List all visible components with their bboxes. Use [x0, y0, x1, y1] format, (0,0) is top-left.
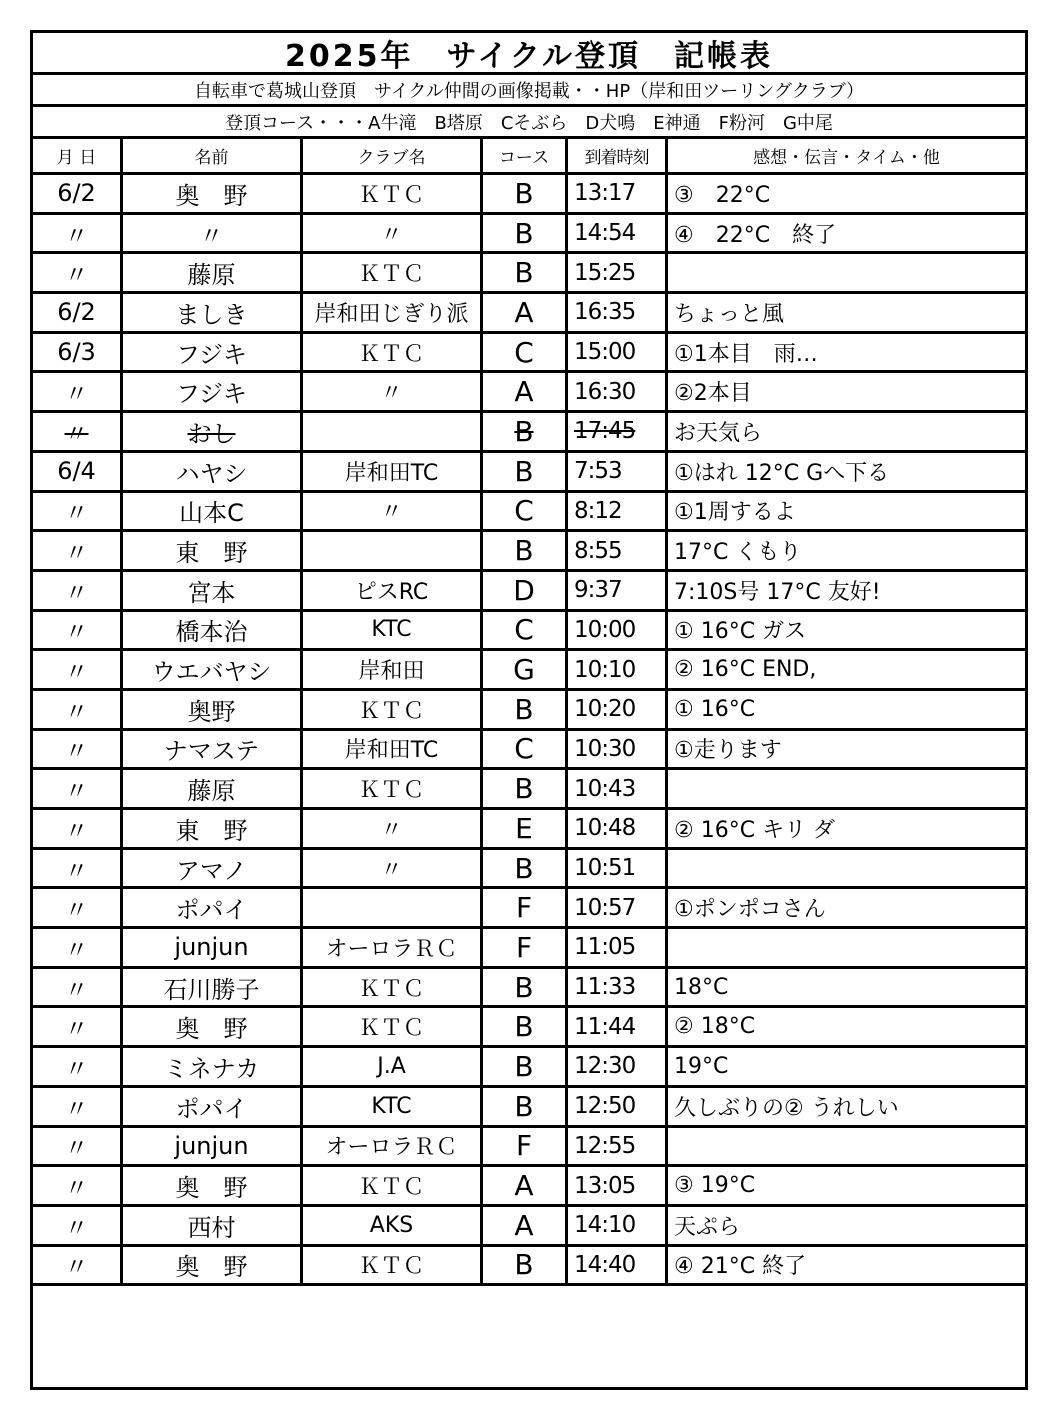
- cell-date: 〃: [33, 651, 123, 688]
- cell-name: ましき: [123, 294, 303, 331]
- cell-name: 東 野: [123, 810, 303, 847]
- cell-time: 10:48: [568, 810, 668, 847]
- cell-name: ミネナカ: [123, 1048, 303, 1085]
- cell-time: 15:00: [568, 334, 668, 371]
- cell-course: B: [483, 532, 568, 569]
- cell-date: 〃: [33, 215, 123, 252]
- cell-name: junjun: [123, 929, 303, 966]
- cell-club: 岸和田じぎり派: [303, 294, 483, 331]
- cell-note: ①1本目 雨…: [674, 341, 818, 367]
- table-row: [33, 294, 1025, 334]
- table-row: [33, 373, 1025, 413]
- cell-time: 12:30: [568, 1048, 668, 1085]
- cell-club: 岸和田: [303, 651, 483, 688]
- cell-name: 奥 野: [123, 175, 303, 212]
- cell-date: 〃: [33, 532, 123, 569]
- cell-course: B: [483, 1088, 568, 1125]
- cell-date: 〃: [33, 254, 123, 291]
- cell-course: B: [483, 691, 568, 728]
- cell-club: 岸和田TC: [303, 453, 483, 490]
- cell-course: B: [483, 969, 568, 1006]
- cell-date: 〃: [33, 1167, 123, 1204]
- cell-note: ① 16°C: [674, 696, 756, 722]
- cell-time: 8:12: [568, 493, 668, 530]
- cell-club: ＫＴＣ: [303, 1247, 483, 1284]
- cell-note: ② 16°C キリ ダ: [674, 817, 836, 843]
- table-row: [33, 1247, 1025, 1287]
- cell-date: 〃: [33, 612, 123, 649]
- cell-time: 14:54: [568, 215, 668, 252]
- cell-date: 6/3: [33, 334, 123, 371]
- table-row: [33, 1207, 1025, 1247]
- cell-course: D: [483, 572, 568, 609]
- cell-name: ナマステ: [123, 731, 303, 768]
- cell-name: フジキ: [123, 334, 303, 371]
- cell-club: 〃: [303, 215, 483, 252]
- cell-date: 〃: [33, 770, 123, 807]
- cell-name: 藤原: [123, 254, 303, 291]
- cell-note: ② 18°C: [674, 1014, 756, 1040]
- table-row: [33, 532, 1025, 572]
- cell-time: 13:17: [568, 175, 668, 212]
- table-row: [33, 413, 1025, 453]
- cell-note: ② 16°C END,: [674, 657, 817, 683]
- cell-club: 岸和田TC: [303, 731, 483, 768]
- cell-course: B: [483, 453, 568, 490]
- cell-course: A: [483, 373, 568, 410]
- col-header-course: コース: [483, 139, 568, 172]
- table-row: [33, 572, 1025, 612]
- cell-date: 〃: [33, 1128, 123, 1165]
- cell-note: 天ぷら: [674, 1214, 741, 1240]
- cell-course: A: [483, 1167, 568, 1204]
- table-row: [33, 731, 1025, 771]
- cell-time: 10:51: [568, 850, 668, 887]
- table-row: [33, 850, 1025, 890]
- cell-date: 〃: [33, 572, 123, 609]
- table-row: [33, 1167, 1025, 1207]
- cell-club: 〃: [303, 373, 483, 410]
- cell-name: 藤原: [123, 770, 303, 807]
- col-header-name: 名前: [123, 139, 303, 172]
- cell-course: B: [483, 1247, 568, 1284]
- cell-name: ハヤシ: [123, 453, 303, 490]
- table-row: [33, 1088, 1025, 1128]
- cell-time: 12:50: [568, 1088, 668, 1125]
- cell-time: 16:35: [568, 294, 668, 331]
- cell-date: 6/4: [33, 453, 123, 490]
- cell-note: ④ 22°C 終了: [674, 222, 837, 248]
- cell-date: 6/2: [33, 175, 123, 212]
- cell-time: 10:00: [568, 612, 668, 649]
- cell-club: AKS: [303, 1207, 483, 1244]
- cell-time: 15:25: [568, 254, 668, 291]
- cell-name: 奥 野: [123, 1247, 303, 1284]
- cell-date: 〃: [33, 889, 123, 926]
- cell-course: F: [483, 889, 568, 926]
- cell-note: 7:10S号 17°C 友好!: [674, 579, 881, 605]
- cell-note: ④ 21°C 終了: [674, 1254, 807, 1280]
- cell-course: C: [483, 334, 568, 371]
- cell-club: ＫＴＣ: [303, 334, 483, 371]
- sheet-subtitle: 自転車で葛城山登頂 サイクル仲間の画像掲載・・HP（岸和田ツーリングクラブ）: [33, 75, 1025, 107]
- cell-date: 〃: [33, 969, 123, 1006]
- cell-name: おし: [123, 413, 303, 450]
- cell-course: B: [483, 1048, 568, 1085]
- cell-note: ①ポンポコさん: [674, 897, 826, 923]
- table-row: [33, 770, 1025, 810]
- cell-note: 18°C: [674, 974, 729, 1000]
- cell-note: [668, 929, 1025, 966]
- cell-time: 13:05: [568, 1167, 668, 1204]
- table-row: [33, 1008, 1025, 1048]
- cell-club: ピスRC: [303, 572, 483, 609]
- cell-note: お天気ら: [674, 420, 763, 446]
- cell-club: KTC: [303, 612, 483, 649]
- cell-note: ①走ります: [674, 738, 782, 764]
- cell-time: 10:57: [568, 889, 668, 926]
- table-row: [33, 493, 1025, 533]
- cell-name: 奥 野: [123, 1008, 303, 1045]
- cell-note: ちょっと風: [674, 301, 785, 327]
- cell-note: [668, 850, 1025, 887]
- cell-note: ②2本目: [674, 381, 752, 407]
- cell-date: 6/2: [33, 294, 123, 331]
- cell-date: 〃: [33, 691, 123, 728]
- cell-date: 〃: [33, 493, 123, 530]
- cell-club: ＫＴＣ: [303, 691, 483, 728]
- table-row: [33, 215, 1025, 255]
- table-row: [33, 175, 1025, 215]
- cell-note: ③ 22°C: [674, 182, 771, 208]
- table-header-row: [33, 139, 1025, 175]
- cell-time: 14:10: [568, 1207, 668, 1244]
- cell-course: A: [483, 294, 568, 331]
- cell-name: 宮本: [123, 572, 303, 609]
- cell-name: ポパイ: [123, 889, 303, 926]
- cell-course: C: [483, 612, 568, 649]
- cell-date: 〃: [33, 810, 123, 847]
- sheet-title: 2025年 サイクル登頂 記帳表: [33, 33, 1025, 75]
- cell-note: 久しぶりの② うれしい: [674, 1095, 899, 1121]
- table-row: [33, 453, 1025, 493]
- cell-club: ＫＴＣ: [303, 969, 483, 1006]
- table-row: [33, 1128, 1025, 1168]
- cell-date: 〃: [33, 1008, 123, 1045]
- cell-club: [303, 532, 483, 569]
- cell-time: 10:10: [568, 651, 668, 688]
- cell-time: 14:40: [568, 1247, 668, 1284]
- table-row: [33, 651, 1025, 691]
- col-header-date: 月 日: [33, 139, 123, 172]
- cell-club: オーロラＲＣ: [303, 929, 483, 966]
- cell-date: 〃: [33, 1088, 123, 1125]
- cell-time: 11:33: [568, 969, 668, 1006]
- cell-course: B: [483, 254, 568, 291]
- table-body: [33, 175, 1025, 1286]
- cell-club: オーロラＲＣ: [303, 1128, 483, 1165]
- cell-time: 8:55: [568, 532, 668, 569]
- cell-note: ① 16°C ガス: [674, 619, 807, 645]
- course-legend: 登頂コース・・・A牛滝 B塔原 Cそぶら D犬鳴 E神通 F粉河 G中尾: [33, 107, 1025, 139]
- cell-name: 橋本治: [123, 612, 303, 649]
- cell-date: 〃: [33, 850, 123, 887]
- cell-date: 〃: [33, 413, 123, 450]
- cell-course: G: [483, 651, 568, 688]
- log-sheet: [30, 30, 1028, 1390]
- cell-date: 〃: [33, 731, 123, 768]
- col-header-time: 到着時刻: [568, 139, 668, 172]
- cell-course: B: [483, 175, 568, 212]
- cell-course: B: [483, 770, 568, 807]
- cell-date: 〃: [33, 1048, 123, 1085]
- cell-course: F: [483, 929, 568, 966]
- cell-course: B: [483, 413, 568, 450]
- cell-name: 奥野: [123, 691, 303, 728]
- cell-name: ウエバヤシ: [123, 651, 303, 688]
- table-row: [33, 969, 1025, 1009]
- cell-date: 〃: [33, 929, 123, 966]
- cell-time: 11:44: [568, 1008, 668, 1045]
- cell-time: 10:30: [568, 731, 668, 768]
- cell-course: B: [483, 850, 568, 887]
- cell-note: 17°C くもり: [674, 540, 802, 566]
- cell-time: 16:30: [568, 373, 668, 410]
- cell-club: ＫＴＣ: [303, 254, 483, 291]
- cell-name: 奥 野: [123, 1167, 303, 1204]
- cell-course: B: [483, 215, 568, 252]
- cell-course: E: [483, 810, 568, 847]
- cell-time: 10:20: [568, 691, 668, 728]
- cell-note: [668, 770, 1025, 807]
- cell-club: 〃: [303, 493, 483, 530]
- col-header-club: クラブ名: [303, 139, 483, 172]
- cell-note: 19°C: [674, 1053, 729, 1079]
- cell-note: ③ 19°C: [674, 1173, 756, 1199]
- cell-club: J.A: [303, 1048, 483, 1085]
- cell-course: A: [483, 1207, 568, 1244]
- cell-course: C: [483, 731, 568, 768]
- cell-date: 〃: [33, 1207, 123, 1244]
- cell-course: C: [483, 493, 568, 530]
- table-row: [33, 810, 1025, 850]
- cell-name: junjun: [123, 1128, 303, 1165]
- table-row: [33, 889, 1025, 929]
- cell-note: ①はれ 12°C Gへ下る: [674, 460, 890, 486]
- cell-time: 10:43: [568, 770, 668, 807]
- log-table: [33, 139, 1025, 1286]
- table-row: [33, 1048, 1025, 1088]
- cell-course: B: [483, 1008, 568, 1045]
- cell-club: ＫＴＣ: [303, 175, 483, 212]
- cell-club: [303, 413, 483, 450]
- cell-name: ポパイ: [123, 1088, 303, 1125]
- cell-club: 〃: [303, 850, 483, 887]
- cell-club: ＫＴＣ: [303, 1008, 483, 1045]
- cell-name: 東 野: [123, 532, 303, 569]
- cell-club: ＫＴＣ: [303, 1167, 483, 1204]
- table-row: [33, 691, 1025, 731]
- cell-club: ＫＴＣ: [303, 770, 483, 807]
- cell-time: 9:37: [568, 572, 668, 609]
- cell-date: 〃: [33, 1247, 123, 1284]
- cell-name: 西村: [123, 1207, 303, 1244]
- cell-name: 山本C: [123, 493, 303, 530]
- cell-date: 〃: [33, 373, 123, 410]
- cell-time: 17:45: [568, 413, 668, 450]
- table-row: [33, 254, 1025, 294]
- cell-name: アマノ: [123, 850, 303, 887]
- cell-club: KTC: [303, 1088, 483, 1125]
- table-row: [33, 334, 1025, 374]
- cell-note: [668, 254, 1025, 291]
- cell-time: 12:55: [568, 1128, 668, 1165]
- cell-name: 石川勝子: [123, 969, 303, 1006]
- col-header-note: 感想・伝言・タイム・他: [753, 148, 940, 168]
- cell-time: 7:53: [568, 453, 668, 490]
- cell-club: 〃: [303, 810, 483, 847]
- table-row: [33, 612, 1025, 652]
- cell-note: ①1周するよ: [674, 500, 796, 526]
- table-row: [33, 929, 1025, 969]
- cell-club: [303, 889, 483, 926]
- cell-name: フジキ: [123, 373, 303, 410]
- cell-course: F: [483, 1128, 568, 1165]
- cell-name: 〃: [123, 215, 303, 252]
- cell-note: [668, 1128, 1025, 1165]
- cell-time: 11:05: [568, 929, 668, 966]
